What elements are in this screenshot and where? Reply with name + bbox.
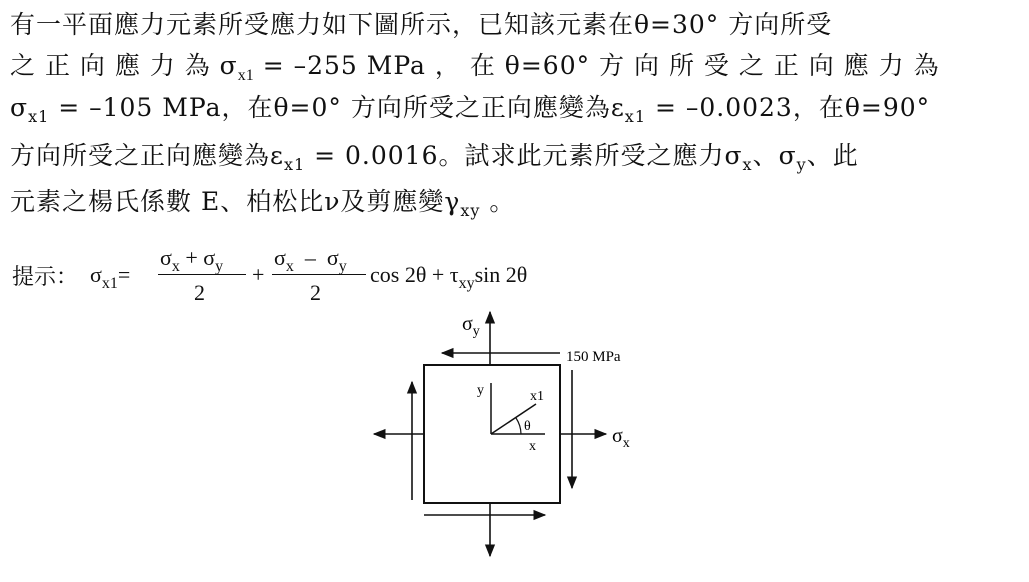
problem-line-4: 方向所受之正向應變為$\varepsilon_{x1} = 0.0016$。試求此元素所受之應力$\sigma_x$、$\sigma_y$、此 [10,141,859,174]
problem-line-2: 之 正 向 應 力 為 $\sigma_{x1} = -255$ MPa ， 在 θ=60° 方 向 所 受 之 正 向 應 力 為 [10,51,940,84]
hint-lhs: σ [90,262,102,287]
axis-y-label: y [477,383,484,398]
hint-numerator-1: $\sigma_x + \sigma_y$ [160,245,224,275]
sigma-y-label: $\sigma_y$ [462,313,480,339]
problem-line-3: $\sigma_{x1} = -105$ MPa，在θ=0° 方向所受之正向應變為$\varepsilon_{x1} = -0.0023$，在θ=90° [10,93,931,126]
hint-denominator-2: 2 [310,280,321,305]
hint-formula: 提示： $\sigma_{x1}=$ $\sigma_x + \sigma_y$ 2 + $\sigma_x - \sigma_y$ 2 $\cos 2\theta + \tau_{xy}\sin$ 2θ [12,245,528,305]
angle-label: θ [524,419,531,434]
axis-x-label: x [529,439,536,454]
sigma-x-label: $\sigma_x$ [612,425,630,451]
hint-numerator-2: $\sigma_x - \sigma_y$ [274,245,347,275]
problem-line-5: 元素之楊氏係數 E、柏松比ν及剪應變$\gamma_{xy}$ 。 [10,187,516,220]
angle-arc [516,418,521,434]
problem-line-1: 有一平面應力元素所受應力如下圖所示，已知該元素在θ=30° 方向所受 [10,10,833,39]
axis-x1-label: x1 [530,389,544,404]
shear-value-label: 150 MPa [566,349,621,365]
hint-denominator-1: 2 [194,280,205,305]
hint-label: 提示： [12,265,79,290]
